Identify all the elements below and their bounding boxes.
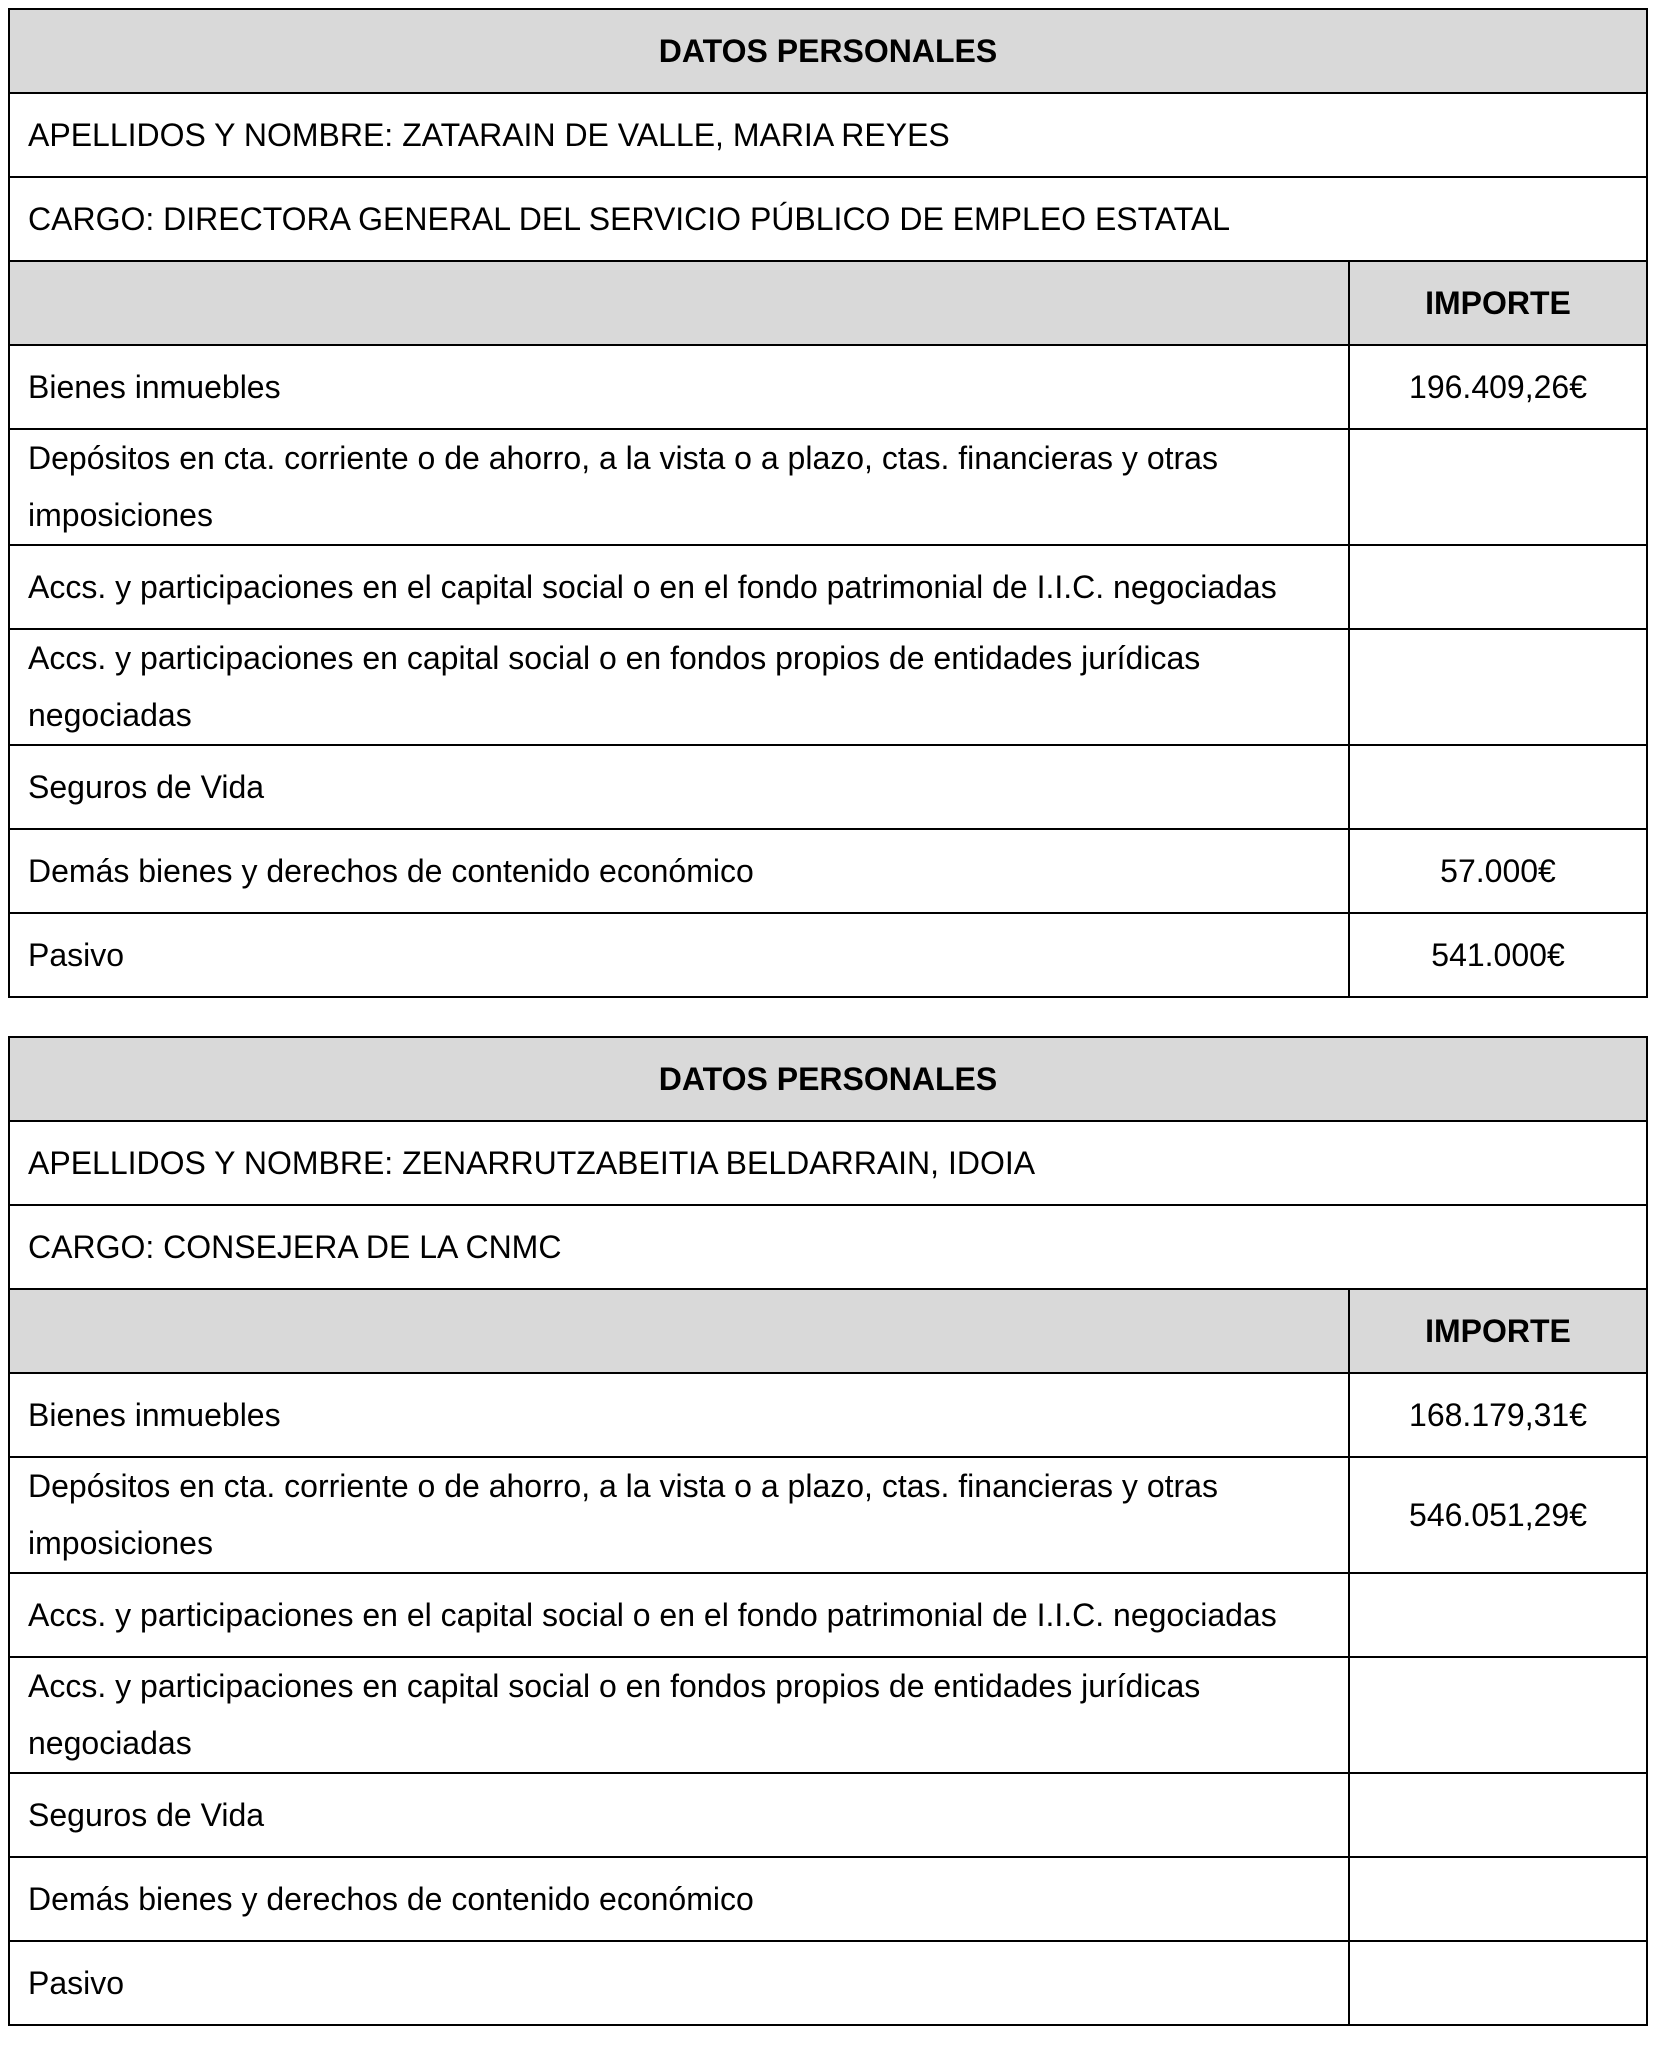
amount-cell: [1349, 745, 1647, 829]
amount-cell: [1349, 629, 1647, 745]
amount-header-row: [9, 1289, 1647, 1373]
name-line: APELLIDOS Y NOMBRE: ZENARRUTZABEITIA BELDARRAIN, IDOIA: [9, 1121, 1647, 1205]
amount-cell: [1349, 1941, 1647, 2025]
section-header-row: [9, 9, 1647, 93]
table-row: [9, 629, 1647, 745]
document-page: [8, 8, 1646, 2026]
table-row: [9, 1773, 1647, 1857]
amount-cell: 541.000€: [1349, 913, 1647, 997]
table-row: [9, 745, 1647, 829]
amount-cell: [1349, 545, 1647, 629]
section-header-row: [9, 1037, 1647, 1121]
amount-cell: 57.000€: [1349, 829, 1647, 913]
concept-cell: Bienes inmuebles: [9, 1373, 1349, 1457]
cargo-row: [9, 177, 1647, 261]
concept-cell: Pasivo: [9, 1941, 1349, 2025]
section-title: DATOS PERSONALES: [9, 9, 1647, 93]
declaration-table-2: [8, 1036, 1648, 2026]
concept-cell: Accs. y participaciones en el capital social o en el fondo patrimonial de I.I.C. negociadas: [9, 545, 1349, 629]
section-title: DATOS PERSONALES: [9, 1037, 1647, 1121]
amount-cell: 546.051,29€: [1349, 1457, 1647, 1573]
concept-header-cell: [9, 261, 1349, 345]
concept-cell: Demás bienes y derechos de contenido económico: [9, 1857, 1349, 1941]
table-row: [9, 913, 1647, 997]
table-row: [9, 1857, 1647, 1941]
concept-cell: Bienes inmuebles: [9, 345, 1349, 429]
amount-cell: 168.179,31€: [1349, 1373, 1647, 1457]
table-row: [9, 1657, 1647, 1773]
cargo-row: [9, 1205, 1647, 1289]
table-row: [9, 1373, 1647, 1457]
amount-header: IMPORTE: [1349, 261, 1647, 345]
amount-cell: [1349, 1773, 1647, 1857]
amount-header: IMPORTE: [1349, 1289, 1647, 1373]
amount-header-row: [9, 261, 1647, 345]
cargo-line: CARGO: CONSEJERA DE LA CNMC: [9, 1205, 1647, 1289]
table-spacer: [8, 998, 1646, 1036]
concept-cell: Seguros de Vida: [9, 745, 1349, 829]
concept-cell: Accs. y participaciones en capital social o en fondos propios de entidades jurídicas negociadas: [9, 629, 1349, 745]
concept-cell: Depósitos en cta. corriente o de ahorro, a la vista o a plazo, ctas. financieras y otras imposiciones: [9, 429, 1349, 545]
table-row: [9, 545, 1647, 629]
concept-cell: Pasivo: [9, 913, 1349, 997]
amount-cell: [1349, 1657, 1647, 1773]
table-row: [9, 1573, 1647, 1657]
concept-header-cell: [9, 1289, 1349, 1373]
amount-cell: 196.409,26€: [1349, 345, 1647, 429]
declaration-table-1: [8, 8, 1648, 998]
name-row: [9, 93, 1647, 177]
table-row: [9, 429, 1647, 545]
concept-cell: Accs. y participaciones en el capital social o en el fondo patrimonial de I.I.C. negociadas: [9, 1573, 1349, 1657]
name-line: APELLIDOS Y NOMBRE: ZATARAIN DE VALLE, MARIA REYES: [9, 93, 1647, 177]
table-row: [9, 345, 1647, 429]
table-row: [9, 829, 1647, 913]
table-row: [9, 1941, 1647, 2025]
concept-cell: Seguros de Vida: [9, 1773, 1349, 1857]
cargo-line: CARGO: DIRECTORA GENERAL DEL SERVICIO PÚBLICO DE EMPLEO ESTATAL: [9, 177, 1647, 261]
name-row: [9, 1121, 1647, 1205]
concept-cell: Demás bienes y derechos de contenido económico: [9, 829, 1349, 913]
amount-cell: [1349, 1857, 1647, 1941]
amount-cell: [1349, 429, 1647, 545]
concept-cell: Depósitos en cta. corriente o de ahorro, a la vista o a plazo, ctas. financieras y otras imposiciones: [9, 1457, 1349, 1573]
concept-cell: Accs. y participaciones en capital social o en fondos propios de entidades jurídicas negociadas: [9, 1657, 1349, 1773]
amount-cell: [1349, 1573, 1647, 1657]
table-row: [9, 1457, 1647, 1573]
